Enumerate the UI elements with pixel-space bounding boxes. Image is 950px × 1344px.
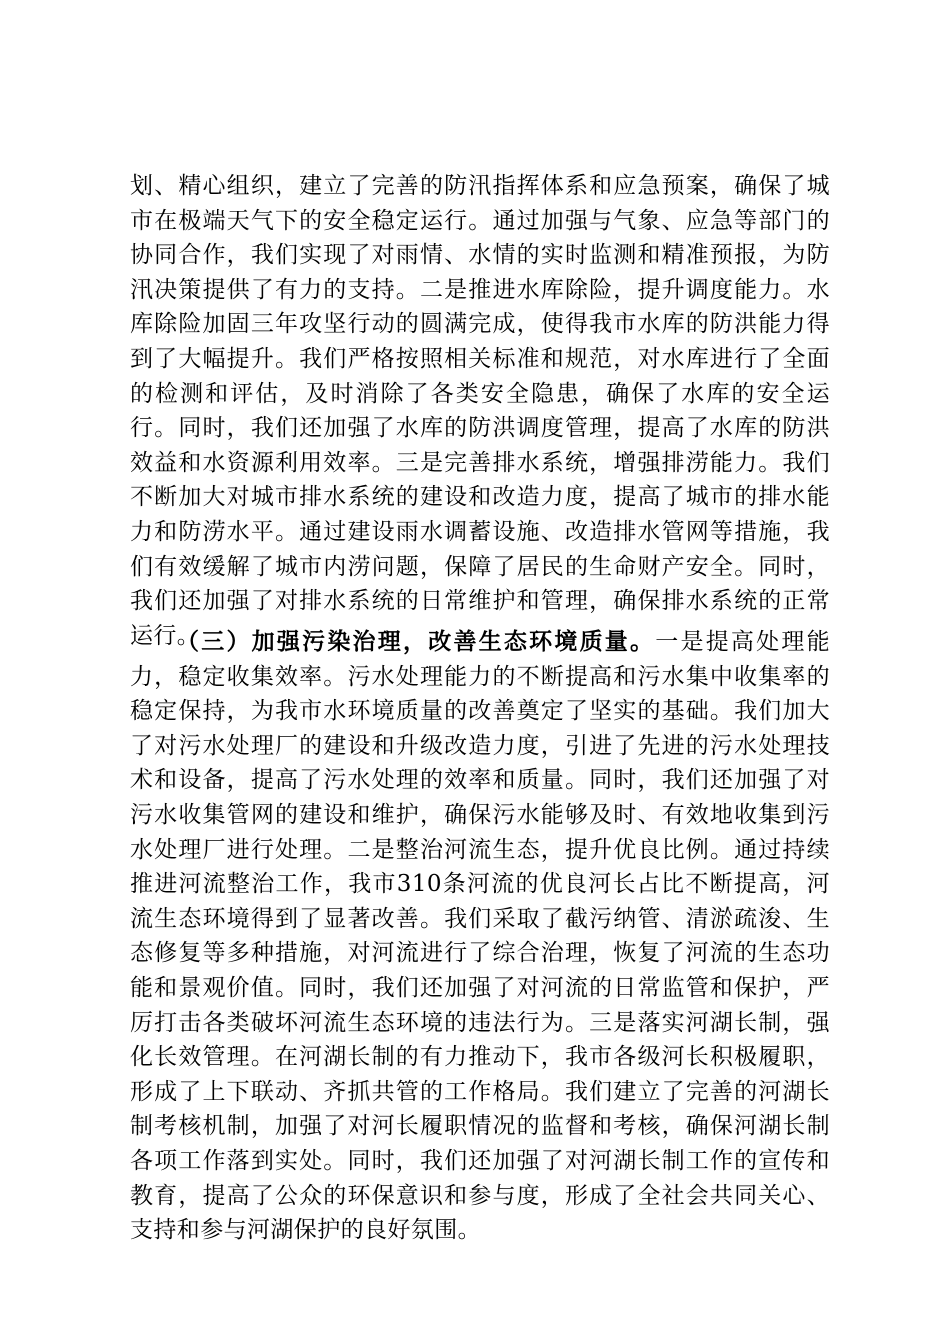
paragraph-pollution-body: 一是提高处理能力，稳定收集效率。污水处理能力的不断提高和污水集中收集率的稳定保持，为我市水环境质量的改善奠定了坚实的基础。我们加大了对污水处理厂的建设和升级改造力度，引进了先进的污水处理技术和设备，提高了污水处理的效率和质量。同时，我们还加强了对污水收集管网的建设和维护，确保污水能够及时、有效地收集到污水处理厂进行处理。二是整治河流生态，提升优良比例。通过持续推进河流整治工作，我市310条河流的优良河长占比不断提高，河流生态环境得到了显著改善。我们采取了截污纳管、清淤疏浚、生态修复等多种措施，对河流进行了综合治理，恢复了河流的生态功能和景观价值。同时，我们还加强了对河流的日常监管和保护，严厉打击各类破坏河流生态环境的违法行为。三是落实河湖长制，强化长效管理。在河湖长制的有力推动下，我市各级河长积极履职，形成了上下联动、齐抓共管的工作格局。我们建立了完善的河湖长制考核机制，加强了对河长履职情况的监督和考核，确保河湖长制各项工作落到实处。同时，我们还加强了对河湖长制工作的宣传和教育，提高了公众的环保意识和参与度，形成了全社会共同关心、支持和参与河湖保护的良好氛围。 [130, 629, 830, 1244]
paragraph-pollution-control [130, 625, 830, 1248]
paragraph-flood-control: 划、精心组织，建立了完善的防汛指挥体系和应急预案，确保了城市在极端天气下的安全稳定运行。通过加强与气象、应急等部门的协同合作，我们实现了对雨情、水情的实时监测和精准预报，为防汛决策提供了有力的支持。二是推进水库除险，提升调度能力。水库除险加固三年攻坚行动的圆满完成，使得我市水库的防洪能力得到了大幅提升。我们严格按照相关标准和规范，对水库进行了全面的检测和评估，及时消除了各类安全隐患，确保了水库的安全运行。同时，我们还加强了水库的防洪调度管理，提高了水库的防洪效益和水资源利用效率。三是完善排水系统，增强排涝能力。我们不断加大对城市排水系统的建设和改造力度，提高了城市的排水能力和防涝水平。通过建设雨水调蓄设施、改造排水管网等措施，我们有效缓解了城市内涝问题，保障了居民的生命财产安全。同时，我们还加强了对排水系统的日常维护和管理，确保排水系统的正常运行。 [130, 173, 830, 649]
section-heading-pollution: （三）加强污染治理，改善生态环境质量。 [176, 628, 656, 655]
